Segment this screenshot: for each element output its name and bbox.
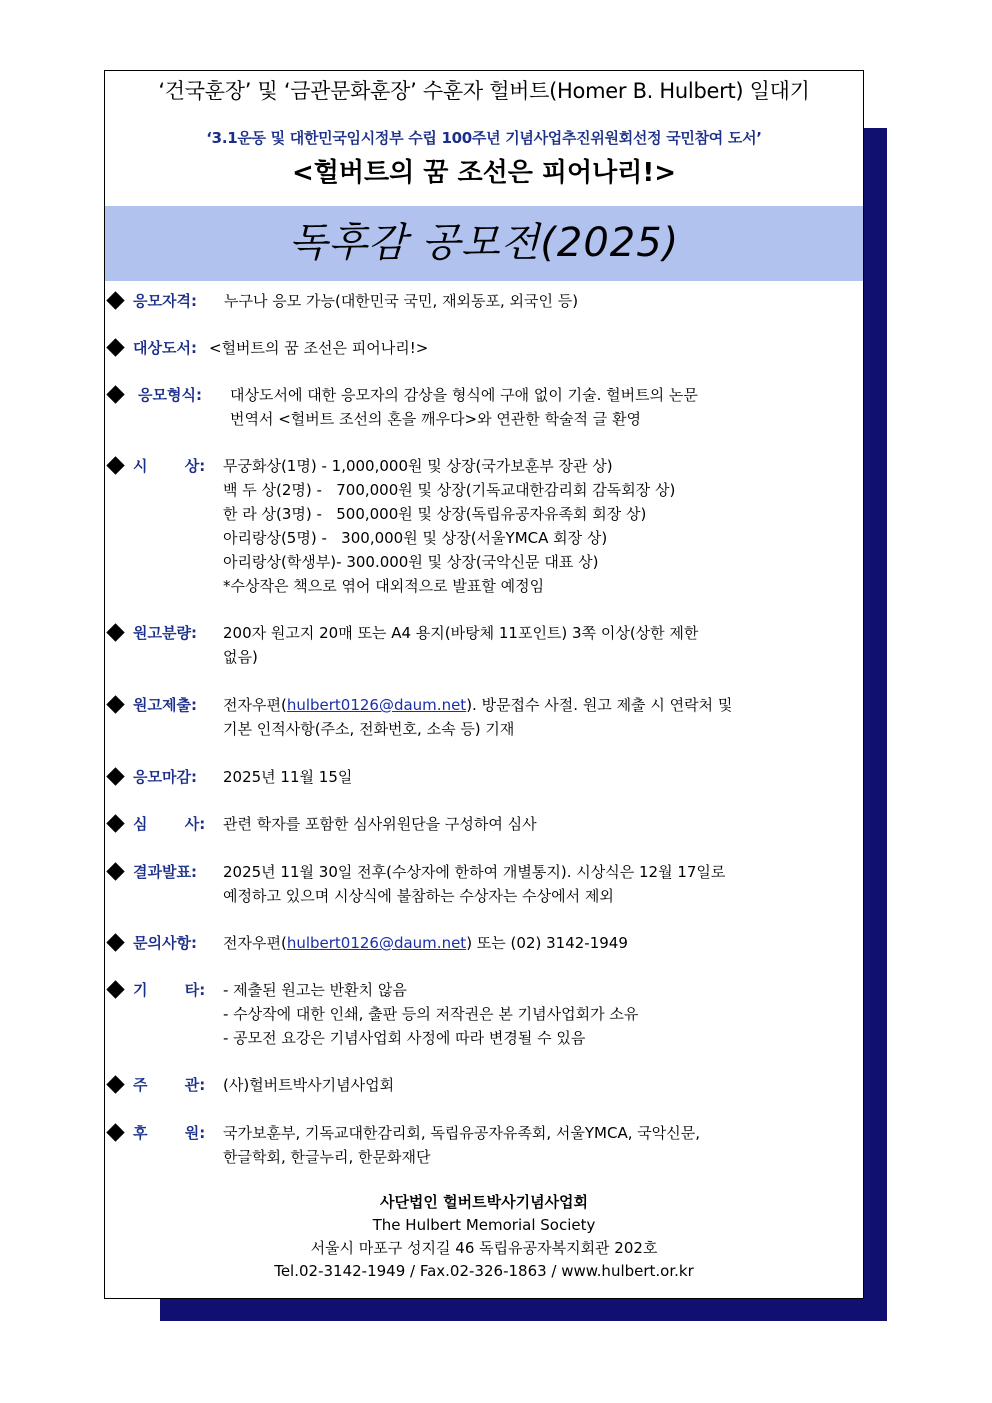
section-judging [105,812,863,836]
footer-address: 서울시 마포구 성지길 46 독립유공자복지회관 202호 [310,1239,658,1257]
section-text: 2025년 11월 30일 전후(수상자에 한하여 개별통지). 시상식은 12월 17일로 [223,863,726,881]
diamond-bullet-icon [106,814,124,832]
footer-org-korean: 사단법인 헐버트박사기념사업회 [379,1193,589,1211]
section-label: 원고분량: [133,624,197,642]
section-text: 예정하고 있으며 시상식에 불참하는 수상자는 수상에서 제외 [223,887,614,905]
book-title: <헐버트의 꿈 조선은 피어나리!> [292,158,676,188]
section-label: 심 사: [133,815,206,833]
section-text: 2025년 11월 15일 [223,768,353,786]
footer-org-english: The Hulbert Memorial Society [372,1216,596,1234]
diamond-bullet-icon [106,695,124,713]
header [105,75,863,189]
section-text: 한 라 상(3명) - 500,000원 및 상장(독립유공자유족회 회장 상) [223,505,647,523]
section-awards [105,454,863,598]
section-text: 아리랑상(5명) - 300,000원 및 상장(서울YMCA 회장 상) [223,529,608,547]
section-label: 대상도서: [133,339,197,357]
section-text: - 수상작에 대한 인쇄, 출판 등의 저작권은 본 기념사업회가 소유 [223,1005,639,1023]
section-eligibility [105,289,863,313]
diamond-bullet-icon [106,1123,124,1141]
header-subtitle: ‘3.1운동 및 대한민국임시정부 수립 100주년 기념사업추진위원회선정 국민참여 도서’ [206,129,762,147]
section-text: 누구나 응모 가능(대한민국 국민, 재외동포, 외국인 등) [224,292,579,310]
section-format [105,383,863,431]
section-target-book [105,336,863,360]
section-text: ). 방문접수 사절. 원고 제출 시 연락처 및 [466,696,733,714]
section-text: <헐버트의 꿈 조선은 피어나리!> [209,339,429,357]
diamond-bullet-icon [106,933,124,951]
section-text: ) 또는 (02) 3142-1949 [466,934,628,952]
section-label: 결과발표: [133,863,197,881]
diamond-bullet-icon [106,291,124,309]
diamond-bullet-icon [106,767,124,785]
section-label: 시 상: [133,457,206,475]
section-text: 200자 원고지 20매 또는 A4 용지(바탕체 11포인트) 3쪽 이상(상한 제한 [223,624,699,642]
diamond-bullet-icon [106,862,124,880]
section-text: 관련 학자를 포함한 심사위원단을 구성하여 심사 [223,815,537,833]
section-misc [105,978,863,1050]
banner-title: 독후감 공모전(2025) [288,220,680,266]
email-link[interactable]: hulbert0126@daum.net [286,696,467,714]
section-label: 응모형식: [138,386,202,404]
section-label: 문의사항: [133,934,197,952]
section-organizer [105,1073,863,1097]
section-text: 번역서 <헐버트 조선의 혼을 깨우다>와 연관한 학술적 글 환영 [230,410,642,428]
section-text: 무궁화상(1명) - 1,000,000원 및 상장(국가보훈부 장관 상) [223,457,613,475]
section-text: *수상작은 책으로 엮어 대외적으로 발표할 예정임 [223,577,545,595]
poster-frame [104,70,864,1299]
section-text: 아리랑상(학생부)- 300.000원 및 상장(국악신문 대표 상) [223,553,599,571]
section-text: 백 두 상(2명) - 700,000원 및 상장(기독교대한감리회 감독회장 상) [223,481,676,499]
footer [105,1191,863,1283]
diamond-bullet-icon [106,338,124,356]
header-title: ‘건국훈장’ 및 ‘금관문화훈장’ 수훈자 헐버트(Homer B. Hulbert) 일대기 [158,79,810,103]
section-text: 대상도서에 대한 응모자의 감상을 형식에 구애 없이 기술. 헐버트의 논문 [230,386,698,404]
section-text: 전자우편( [223,696,287,714]
section-length [105,621,863,669]
section-text: 전자우편( [223,934,287,952]
section-text: - 제출된 원고는 반환치 않음 [223,981,407,999]
section-results [105,860,863,908]
section-label: 응모자격: [133,292,197,310]
email-link[interactable]: hulbert0126@daum.net [286,934,467,952]
section-label: 응모마감: [133,768,197,786]
diamond-bullet-icon [106,456,124,474]
section-label: 원고제출: [133,696,197,714]
section-sponsor [105,1121,863,1169]
diamond-bullet-icon [106,385,124,403]
section-text: 한글학회, 한글누리, 한문화재단 [223,1148,431,1166]
section-inquiry [105,931,863,955]
title-banner [105,206,863,281]
section-deadline [105,765,863,789]
section-label: 주 관: [133,1076,206,1094]
section-label: 후 원: [133,1124,206,1142]
section-text: 기본 인적사항(주소, 전화번호, 소속 등) 기재 [223,720,515,738]
footer-contact: Tel.02-3142-1949 / Fax.02-326-1863 / www.hulbert.or.kr [274,1262,694,1280]
section-text: (사)헐버트박사기념사업회 [223,1076,395,1094]
section-text: - 공모전 요강은 기념사업회 사정에 따라 변경될 수 있음 [223,1029,586,1047]
diamond-bullet-icon [106,623,124,641]
section-text: 국가보훈부, 기독교대한감리회, 독립유공자유족회, 서울YMCA, 국악신문, [223,1124,700,1142]
diamond-bullet-icon [106,1075,124,1093]
diamond-bullet-icon [106,980,124,998]
section-submission [105,693,863,741]
section-label: 기 타: [133,981,206,999]
section-text: 없음) [223,648,258,666]
